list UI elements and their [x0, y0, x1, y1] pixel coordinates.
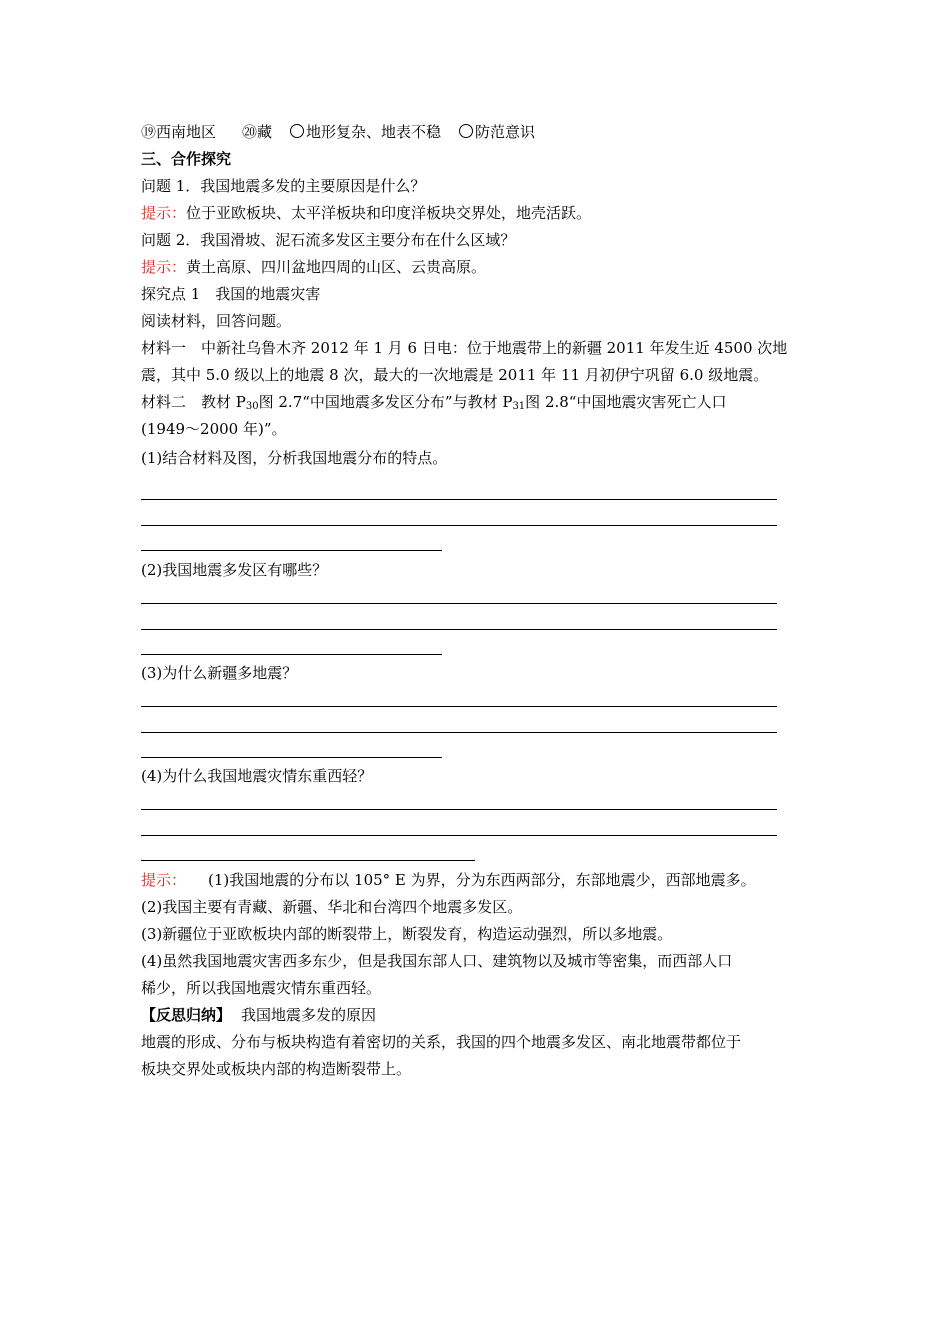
sub-question-3: (3)为什么新疆多地震？ — [141, 664, 298, 682]
circled-21-icon — [290, 124, 304, 138]
answer-2: (2)我国主要有青藏、新疆、华北和台湾四个地震多发区。 — [141, 898, 523, 916]
explore-point-title: 探究点 1 我国的地震灾害 — [141, 285, 321, 303]
material-1-line-1: 材料一 中新社乌鲁木齐 2012 年 1 月 6 日电：位于地震带上的新疆 2011 年发生近 4500 次地 — [141, 339, 788, 357]
hint-text: 位于亚欧板块、太平洋板块和印度洋板块交界处，地壳活跃。 — [186, 204, 592, 222]
answer-blank-line[interactable] — [141, 629, 777, 630]
answer-22: 防范意识 — [475, 123, 536, 141]
answer-4-line-1: (4)虽然我国地震灾害西多东少，但是我国东部人口、建筑物以及城市等密集，而西部人口 — [141, 952, 733, 970]
answer-blank-line[interactable] — [141, 603, 777, 604]
material-2-line-2: (1949～2000 年)”。 — [141, 420, 287, 438]
answer-blank-line[interactable] — [141, 809, 777, 810]
answer-blank-line[interactable] — [141, 706, 777, 707]
material-2-part-c: 图 2.8“中国地震灾害死亡人口 — [525, 393, 727, 411]
material-1-line-2: 震，其中 5.0 级以上的地震 8 次，最大的一次地震是 2011 年 11 月初伊宁巩留 6.0 级地震。 — [141, 366, 769, 384]
answer-3: (3)新疆位于亚欧板块内部的断裂带上，断裂发育，构造运动强烈，所以多地震。 — [141, 925, 673, 943]
page-subscript-31: 31 — [512, 401, 526, 412]
answer-blank-line[interactable] — [141, 499, 777, 500]
answer-blank-line[interactable] — [141, 550, 442, 551]
answer-1 — [141, 869, 756, 891]
answer-blank-line[interactable] — [141, 835, 777, 836]
section-heading: 三、合作探究 — [141, 150, 232, 168]
circled-22-icon — [459, 124, 473, 138]
answer-blank-line[interactable] — [141, 757, 442, 758]
hint-label: 提示： — [141, 204, 187, 222]
answer-blank-line[interactable] — [141, 525, 777, 526]
answer-21: 地形复杂、地表不稳 — [306, 123, 442, 141]
sub-question-2: (2)我国地震多发区有哪些？ — [141, 561, 328, 579]
hint-text: 黄土高原、四川盆地四周的山区、云贵高原。 — [186, 258, 487, 276]
reflection-line-2: 板块交界处或板块内部的构造断裂带上。 — [141, 1060, 412, 1078]
answer-19: ⑲西南地区 — [141, 123, 217, 141]
sub-question-1: (1)结合材料及图，分析我国地震分布的特点。 — [141, 449, 448, 467]
sub-question-4: (4)为什么我国地震灾情东重西轻？ — [141, 767, 373, 785]
reflection-heading — [141, 1004, 376, 1026]
hint-label: 提示： — [141, 871, 187, 889]
question-2-hint — [141, 256, 486, 278]
question-1: 问题 1．我国地震多发的主要原因是什么？ — [141, 177, 426, 195]
material-2-part-a: 材料二 教材 P — [141, 393, 246, 411]
question-1-hint — [141, 202, 591, 224]
reflection-label: 【反思归纳】 — [141, 1006, 232, 1024]
answer-20: ⑳藏 — [242, 123, 273, 141]
hint-label: 提示： — [141, 258, 187, 276]
answer-blank-line[interactable] — [141, 654, 442, 655]
reflection-title: 我国地震多发的原因 — [241, 1006, 377, 1024]
answer-1-text: (1)我国地震的分布以 105° E 为界，分为东西两部分，东部地震少，西部地震多。 — [208, 871, 756, 889]
answer-line-19-22 — [141, 121, 535, 143]
answer-blank-line[interactable] — [141, 860, 475, 861]
page-subscript-30: 30 — [245, 401, 259, 412]
reflection-line-1: 地震的形成、分布与板块构造有着密切的关系，我国的四个地震多发区、南北地震带都位于 — [141, 1033, 742, 1051]
material-2-line-1 — [141, 391, 726, 418]
answer-4-line-2: 稀少，所以我国地震灾情东重西轻。 — [141, 979, 382, 997]
question-2: 问题 2．我国滑坡、泥石流多发区主要分布在什么区域？ — [141, 231, 516, 249]
material-2-part-b: 图 2.7“中国地震多发区分布”与教材 P — [258, 393, 513, 411]
answer-blank-line[interactable] — [141, 732, 777, 733]
instruction-text: 阅读材料，回答问题。 — [141, 312, 292, 330]
